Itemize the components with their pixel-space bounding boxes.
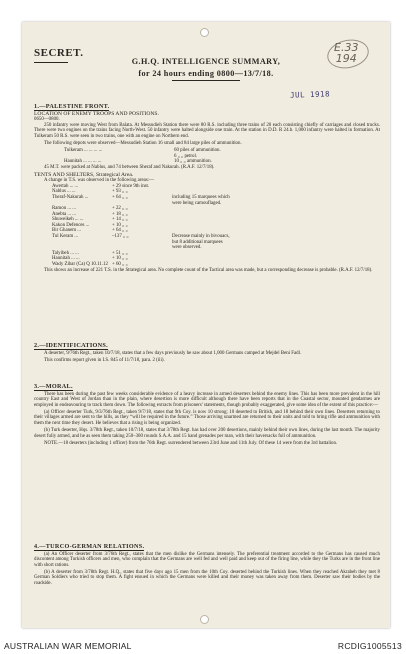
table-row: 6 „ „ petrol. [174, 153, 198, 159]
table-row: but 8 additional marquees [172, 239, 223, 245]
table-row: Haunitah ... ... + 10 „ „ [52, 256, 128, 262]
paragraph: (a) Officer deserter Turk, 9/3/76th Regt., taken 9/7/18, states that 9th Coy. is now 10 strong; 10 deserted to British, and 18 behind their own lines. Deserters returning to their villages armed are sent to the hills, as they “will be required in the future.” Those arriving unarmed are returned to their units and told to bring rifle and ammunition with them the next time they desert. He believes that a rising is being organized. [34, 409, 380, 427]
section-turco-german-relations [34, 544, 380, 588]
document-title: G.H.Q. INTELLIGENCE SUMMARY, [131, 57, 281, 66]
paragraph: The following depots were observed—Messudieh Station 16 small and 84 large piles of ammunition. [44, 141, 242, 147]
time-range: 0650—0800. [34, 117, 60, 123]
handwritten-note-bottom: 194 [335, 52, 357, 65]
paragraph: NOTE.—18 deserters (including 1 officer) from the 76th Regt. surrendered between 23rd June and 11th July. Of these 14 were from the 3rd battalion. [44, 440, 338, 446]
paragraph: (b) A deserter from 3/78th Regt. H.Q., states that five days ago 15 men from the 10th Coy. deserted behind the Turkish lines. When they reached Akrabeh they met 8 German Soldiers who tried to stop them. A fight ensued in which the Germans were killed and their money was taken away from them. Deserter saw their bodies by the roadside. [34, 569, 380, 587]
table-row: Nablus ... ... + 93 „ „ [52, 189, 128, 195]
paragraph: (a) An Officer deserter from 3/76th Regt., states that the men dislike the Germans intensely. The preferential treatment accorded to the Germans has caused much discontent among Turkish officers and men, who complain that the Germans are well fed and well paid and keep out of the firing line, while they the Turks are in the front line with short rations. [34, 551, 380, 568]
section-heading: 4.—TURCO-GERMAN RELATIONS. [34, 543, 145, 550]
section-identifications [34, 343, 380, 365]
handwritten-note-top: E.33 [334, 41, 359, 54]
table-row: were being camouflaged. [172, 200, 222, 206]
table-row: Kakon Defences ... + 10 „ „ [52, 222, 128, 228]
section-moral [34, 384, 380, 448]
table-row: Tulkeram ... ... ... ... 60 piles of ammunition. [64, 148, 221, 154]
archive-footer [0, 638, 406, 654]
section-subheading: LOCATION OF ENEMY TROOPS AND POSITIONS. [34, 110, 159, 117]
title-rule [172, 80, 240, 81]
classification-label: SECRET. [34, 47, 84, 59]
table-row: Tul Keram ... –137 „ „ Decrease mainly in bivouacs, [52, 234, 230, 240]
date-stamp: JUL 1918 [289, 89, 331, 100]
paragraph: There has been during the past few weeks considerable evidence of a heavy increase in armed deserters behind the enemy lines. This has been more prevalent in the hill country East and West of Jordan than in the plain, where desertion is more difficult although there have been reports that in the Coastal sector, mounted gendarmes are employed in endeavouring to track them down. The following extracts from prisoners' statements, though probably exaggerated, give some idea of the extent of this practice:— [34, 391, 380, 408]
paragraph: This confirms report given in I.S. 845 of 11/7/18, para. 2 (iii). [44, 357, 165, 363]
document-subtitle: for 24 hours ending 0800—13/7/18. [138, 69, 274, 78]
section-heading: 2.—IDENTIFICATIONS. [34, 342, 109, 349]
table-row: Talyibeh ... ... + 51 „ „ [52, 250, 128, 256]
table-row: Awertah ... ... + 29 since 9th inst. [52, 183, 150, 189]
paragraph: 250 infantry were moving West from Balata. At Messudieh Station there were 80 R.S. including three trains of 20 each consisting chiefly of carriages and closed trucks. There were two engines on the trains facing North-West. 50 infantry were halted alongside one train. At the station in D.D. R 24.b. 1,000 infantry were halted in formation. At Tulkeram 50 R.S. were seen in two trains, one with an engine on Northern end. [34, 122, 380, 139]
section-palestine-front [34, 104, 380, 275]
archive-name: AUSTRALIAN WAR MEMORIAL [4, 641, 132, 651]
punch-hole [200, 28, 209, 37]
table-row: Ramon ... ... + 22 „ „ [52, 206, 128, 212]
table-row: Haunitah ... ... ... ... 10 „ „ ammunition. [64, 159, 212, 165]
table-row: Anebta ... ... + 18 „ „ [52, 211, 128, 217]
archive-id: RCDIG1005513 [337, 641, 402, 651]
tents-heading: TENTS AND SHELTERS, Strategical Area. [34, 171, 134, 178]
section-heading: 1.—PALESTINE FRONT. [34, 103, 110, 110]
punch-hole [200, 615, 209, 624]
depot-table [34, 148, 380, 165]
tents-intro: A change in T.S. was observed in the following areas:— [44, 178, 154, 184]
table-row: Wady Zibar (Ca) Q 10.11.12 + 60 „ „ [52, 262, 128, 268]
table-row: were observed. [172, 245, 202, 251]
paragraph: (b) Turk deserter, Hqs. 3/78th Regt., taken 10/7/18, states that 3/78th Regt. has had over 200 desertions, mainly behind their own lines, during the last month. The majority desert fully armed, and he as seen them taking 250–300 rounds S.A.A. and 15 hand grenades per man, with their haversacks full of ammunition. [34, 428, 380, 439]
table-row: Bir Ghanem ... + 64 „ „ [52, 228, 128, 234]
table-row: Theraf-Nakurah ... + 64 „ „ including 15 marquees which [52, 194, 230, 200]
document-page [22, 22, 390, 628]
paragraph: A deserter, 9/76th Regt., taken 10/7/18, states that a few days previously he saw about 1,000 Germans camped at Mejdel Beni Fadl. [44, 350, 302, 356]
tents-table [34, 184, 380, 268]
table-row: Shuweikeh ... ... + 14 „ „ [52, 217, 128, 223]
section-heading: 3.—MORAL. [34, 383, 73, 390]
paragraph: This shows an increase of 221 T.S. in the Strategical area. No complete count of the Tactical area was made, but a corresponding decrease is probable. (R.A.F. 12/7/18). [44, 267, 373, 273]
paragraph: 45 M.T. were packed at Nablus, and 74 between Sheraf and Nakurah. (R.A.F. 12/7/18). [44, 164, 215, 170]
